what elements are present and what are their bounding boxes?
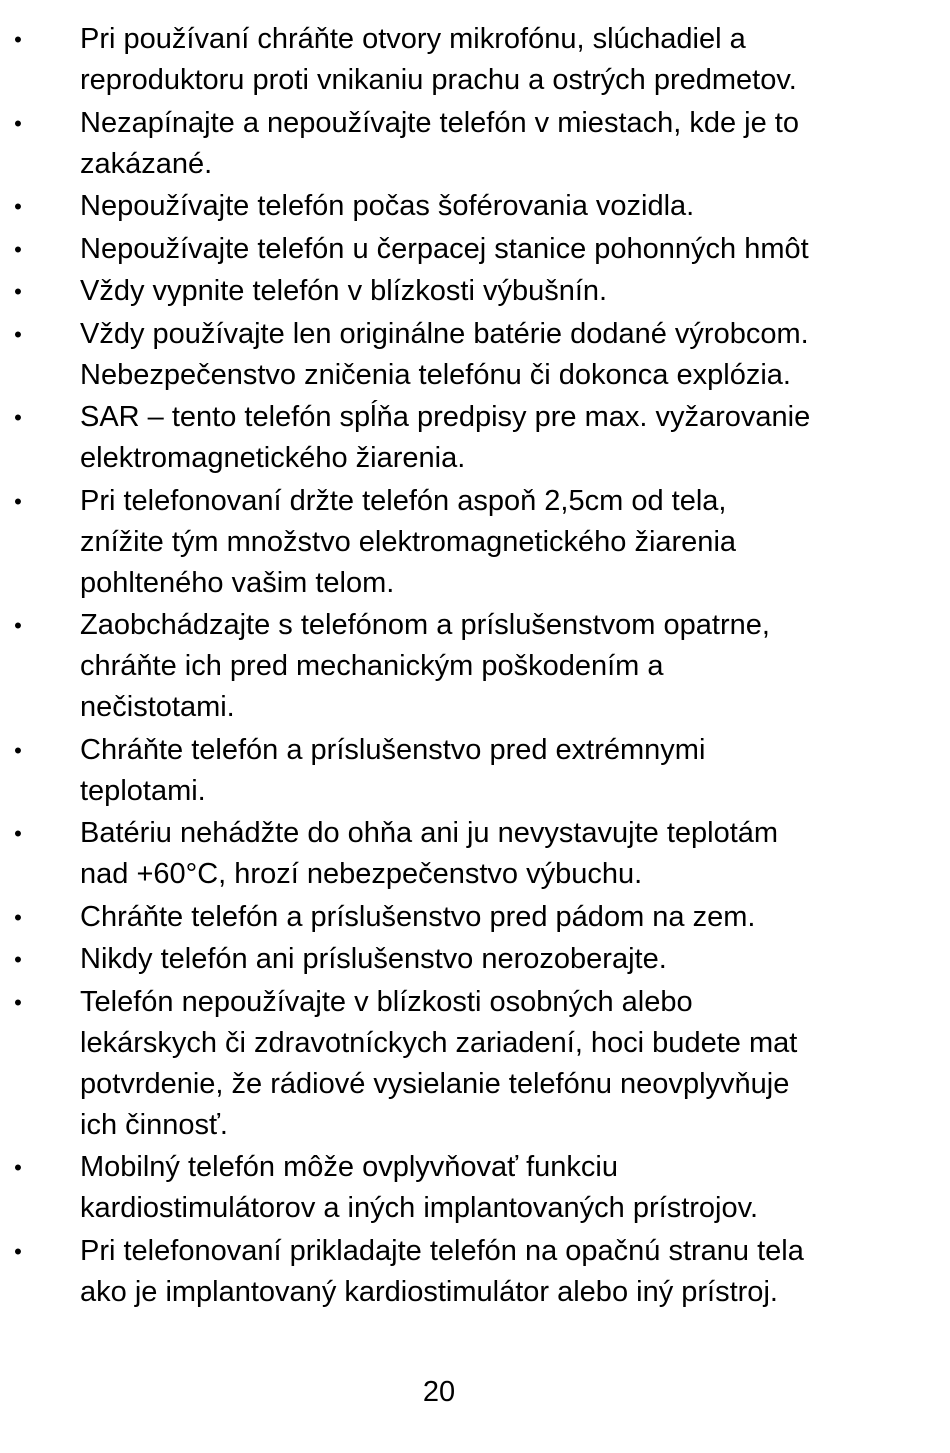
list-item-text: Vždy vypnite telefón v blízkosti výbušnín.	[80, 275, 608, 307]
list-item-text: teplotami.	[80, 774, 206, 807]
list-item-text: lekárskych či zdravotníckych zariadení, hoci budete mat	[80, 1026, 798, 1059]
list-item-text: Nepoužívajte telefón u čerpacej stanice pohonných hmôt	[80, 232, 809, 265]
bullet-icon: •	[14, 1238, 22, 1264]
list-item-text: nad +60°C, hrozí nebezpečenstvo výbuchu.	[80, 858, 643, 890]
bullet-icon: •	[14, 737, 22, 763]
bullet-icon: •	[14, 236, 22, 262]
list-item-text: kardiostimulátorov a iných implantovaných prístrojov.	[80, 1192, 759, 1224]
list-item-text: elektromagnetického žiarenia.	[80, 442, 466, 474]
list-item	[0, 186, 950, 227]
list-item	[0, 939, 950, 980]
list-item	[0, 103, 950, 185]
list-item-text: zakázané.	[80, 147, 213, 180]
bullet-icon: •	[14, 27, 22, 52]
list-item	[0, 982, 950, 1146]
list-item	[0, 19, 950, 101]
list-item-text: nečistotami.	[80, 691, 235, 723]
list-item-text: ich činnosť.	[80, 1108, 228, 1141]
list-item	[0, 481, 950, 604]
list-item	[0, 1231, 950, 1313]
list-item	[0, 605, 950, 728]
bullet-icon: •	[14, 613, 22, 638]
list-item-text: Batériu nehádžte do ohňa ani ju nevystavujte teplotám	[80, 817, 779, 849]
bullet-icon: •	[14, 821, 22, 846]
bullet-icon: •	[14, 947, 22, 972]
list-item-text: SAR – tento telefón spĺňa predpisy pre max. vyžarovanie	[80, 401, 811, 433]
list-item-text: Pri telefonovaní prikladajte telefón na opačnú stranu tela	[80, 1234, 804, 1267]
bullet-icon: •	[14, 110, 22, 136]
bullet-icon: •	[14, 405, 22, 430]
list-item-text: znížite tým množstvo elektromagnetického žiarenia	[80, 525, 737, 558]
list-item	[0, 314, 950, 396]
list-item	[0, 730, 950, 812]
bullet-icon: •	[14, 904, 22, 930]
list-item	[0, 397, 950, 479]
list-item-text: Nezapínajte a nepoužívajte telefón v miestach, kde je to	[80, 106, 799, 139]
list-item-text: Mobilný telefón môže ovplyvňovať funkciu	[80, 1151, 618, 1183]
safety-instructions-list	[0, 19, 950, 1314]
bullet-icon: •	[14, 1155, 22, 1180]
list-item	[0, 1147, 950, 1229]
list-item-text: Pri telefonovaní držte telefón aspoň 2,5cm od tela,	[80, 484, 727, 517]
list-item-text: chráňte ich pred mechanickým poškodením a	[80, 650, 664, 682]
list-item	[0, 813, 950, 895]
list-item-text: Nepoužívajte telefón počas šoférovania vozidla.	[80, 190, 695, 222]
page-number: 20	[422, 1376, 456, 1408]
bullet-icon: •	[14, 194, 22, 219]
bullet-icon: •	[14, 989, 22, 1015]
bullet-icon: •	[14, 321, 22, 347]
list-item-text: Chráňte telefón a príslušenstvo pred extrémnymi	[80, 733, 706, 766]
list-item	[0, 229, 950, 270]
list-item-text: Zaobchádzajte s telefónom a príslušenstvom opatrne,	[80, 609, 770, 641]
list-item-text: reproduktoru proti vnikaniu prachu a ostrých predmetov.	[80, 64, 797, 96]
bullet-icon: •	[14, 488, 22, 514]
list-item-text: pohlteného vašim telom.	[80, 566, 395, 599]
list-item-text: Telefón nepoužívajte v blízkosti osobných alebo	[80, 985, 693, 1018]
list-item	[0, 897, 950, 938]
list-item-text: Nikdy telefón ani príslušenstvo nerozoberajte.	[80, 943, 667, 975]
list-item	[0, 271, 950, 312]
list-item-text: Vždy používajte len originálne batérie dodané výrobcom.	[80, 317, 809, 350]
list-item-text: Chráňte telefón a príslušenstvo pred pádom na zem.	[80, 900, 756, 933]
list-item-text: Nebezpečenstvo zničenia telefónu či dokonca explózia.	[80, 358, 791, 391]
bullet-icon: •	[14, 279, 22, 304]
list-item-text: ako je implantovaný kardiostimulátor alebo iný prístroj.	[80, 1275, 778, 1308]
list-item-text: Pri používaní chráňte otvory mikrofónu, slúchadiel a	[80, 23, 746, 55]
list-item-text: potvrdenie, že rádiové vysielanie telefónu neovplyvňuje	[80, 1067, 790, 1100]
